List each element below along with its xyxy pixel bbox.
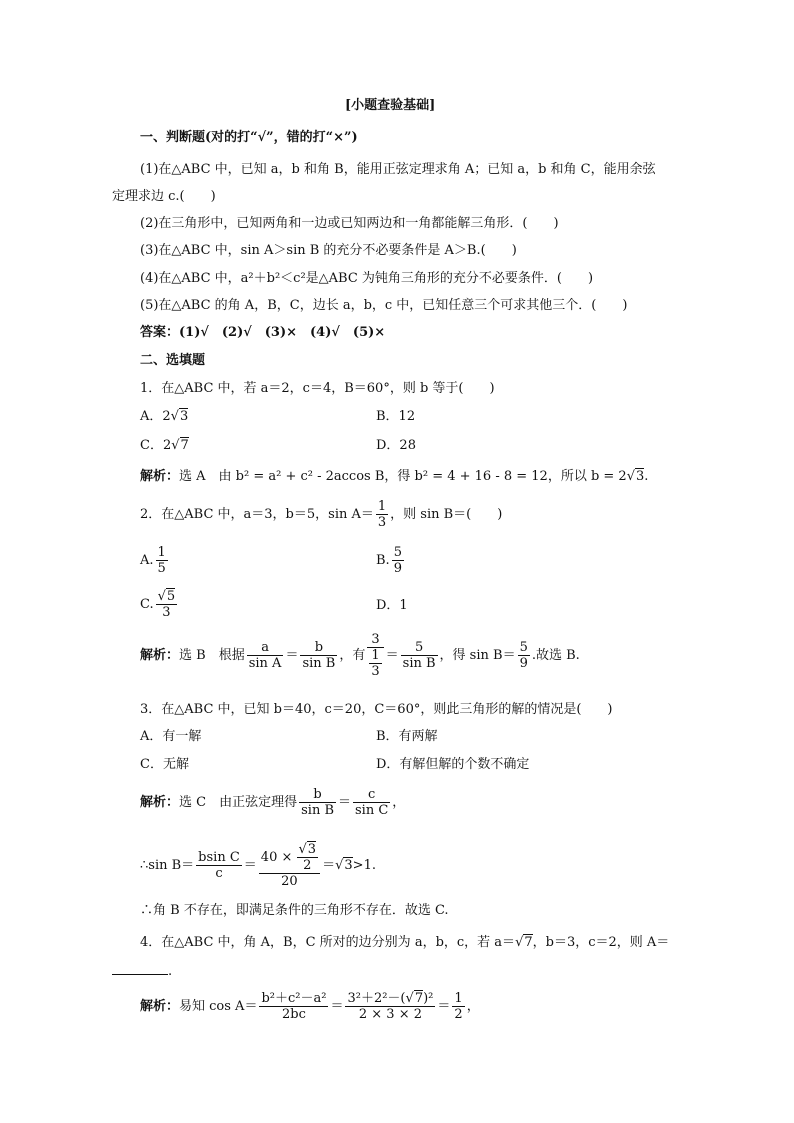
tf-answer: 答案：(1)√ (2)√ (3)× (4)√ (5)×: [140, 325, 386, 340]
part2-heading: 二、选填题: [140, 353, 206, 368]
mc-question-1-option-a: A．2√3: [140, 409, 189, 424]
mc-question-1-stem: 1．在△ABC 中，若 a＝2，c＝4，B＝60°，则 b 等于( ): [140, 381, 495, 396]
part1-heading: 一、判断题(对的打“√”，错的打“×”): [140, 130, 358, 145]
tf-question-1-line2: 定理求边 c.( ): [112, 189, 216, 204]
fill-question-4-blank-line: .: [112, 962, 172, 981]
mc-question-1-option-b: B．12: [376, 409, 416, 424]
mc-question-3-solution-line3: ∴角 B 不存在，即满足条件的三角形不存在．故选 C.: [140, 903, 449, 918]
mc-question-3-option-b: B．有两解: [376, 729, 438, 744]
fill-question-4-stem: 4．在△ABC 中，角 A，B，C 所对的边分别为 a，b，c，若 a＝√7，b＝3，c＝2，则 A＝: [140, 935, 670, 950]
mc-question-2-option-b: B. $\frac{5}{9}$: [376, 545, 402, 576]
tf-question-2: (2)在三角形中，已知两角和一边或已知两边和一角都能解三角形．( ): [140, 216, 559, 231]
tf-question-1-line1: (1)在△ABC 中，已知 a，b 和角 B，能用正弦定理求角 A；已知 a，b 和角 C，能用余弦: [140, 162, 656, 177]
mc-question-3-solution-line2: ∴sin B＝ $\frac{\text{bsin C}}{c}$ ＝ 40 × $\frac{√3}{2}$ 20 ＝√3>1.: [140, 842, 376, 889]
mc-question-1-option-d: D．28: [376, 438, 416, 453]
answer-blank: [112, 962, 168, 975]
mc-question-3-solution-line1: 解析：选 C 由正弦定理得 $\frac{b}{\text{sin B}}$ ＝ $\frac{c}{\text{sin C}}$ ，: [140, 787, 406, 818]
mc-question-3-option-a: A．有一解: [140, 729, 202, 744]
mc-question-2-stem: 2．在△ABC 中，a＝3，b＝5，sin A＝ $\frac{1}{3}$ ，则 sin B＝( ): [140, 499, 503, 530]
mc-question-1-option-c: C．2√7: [140, 438, 189, 453]
mc-question-3-option-d: D．有解但解的个数不确定: [376, 757, 530, 772]
fill-question-4-solution: 解析：易知 cos A＝ $\frac{\text{b²＋c²－a²}}{2bc}$ ＝ $\frac{\text{3²＋2²－(√7)²}}{2 \times 3 \times 2}$ ＝ $\frac{1}{2}$ ，: [140, 991, 480, 1022]
mc-question-3-stem: 3．在△ABC 中，已知 b＝40，c＝20，C＝60°，则此三角形的解的情况是( ): [140, 702, 613, 717]
tf-question-4: (4)在△ABC 中，a²＋b²＜c²是△ABC 为钝角三角形的充分不必要条件．( ): [140, 271, 594, 286]
tf-question-5: (5)在△ABC 的角 A，B，C，边长 a，b，c 中，已知任意三个可求其他三个．( ): [140, 298, 628, 313]
mc-question-2-option-a: A. $\frac{1}{5}$: [140, 545, 166, 576]
tf-question-3: (3)在△ABC 中，sin A＞sin B 的充分不必要条件是 A＞B.( ): [140, 243, 517, 258]
mc-question-2-option-c: C. $\frac{√5}{3}$: [140, 589, 176, 620]
mc-question-1-solution: 解析：选 A 由 b² = a² + c² - 2accos B，得 b² = 4 + 16 - 8 = 12，所以 b = 2√3.: [140, 469, 649, 484]
section-title: [小题查验基础]: [345, 98, 436, 113]
mc-question-2-solution: 解析：选 B 根据 $\frac{a}{\text{sin A}}$ ＝ $\frac{b}{\text{sin B}}$ ，有 $\frac{3}{\frac{1}{3}}$ ＝ $\frac{5}{\text{sin B}}$ ，得 sin B＝ $\frac{5}{9}$ .故选 B.: [140, 632, 580, 679]
mc-question-2-option-d: D．1: [376, 598, 408, 613]
mc-question-3-option-c: C．无解: [140, 757, 189, 772]
